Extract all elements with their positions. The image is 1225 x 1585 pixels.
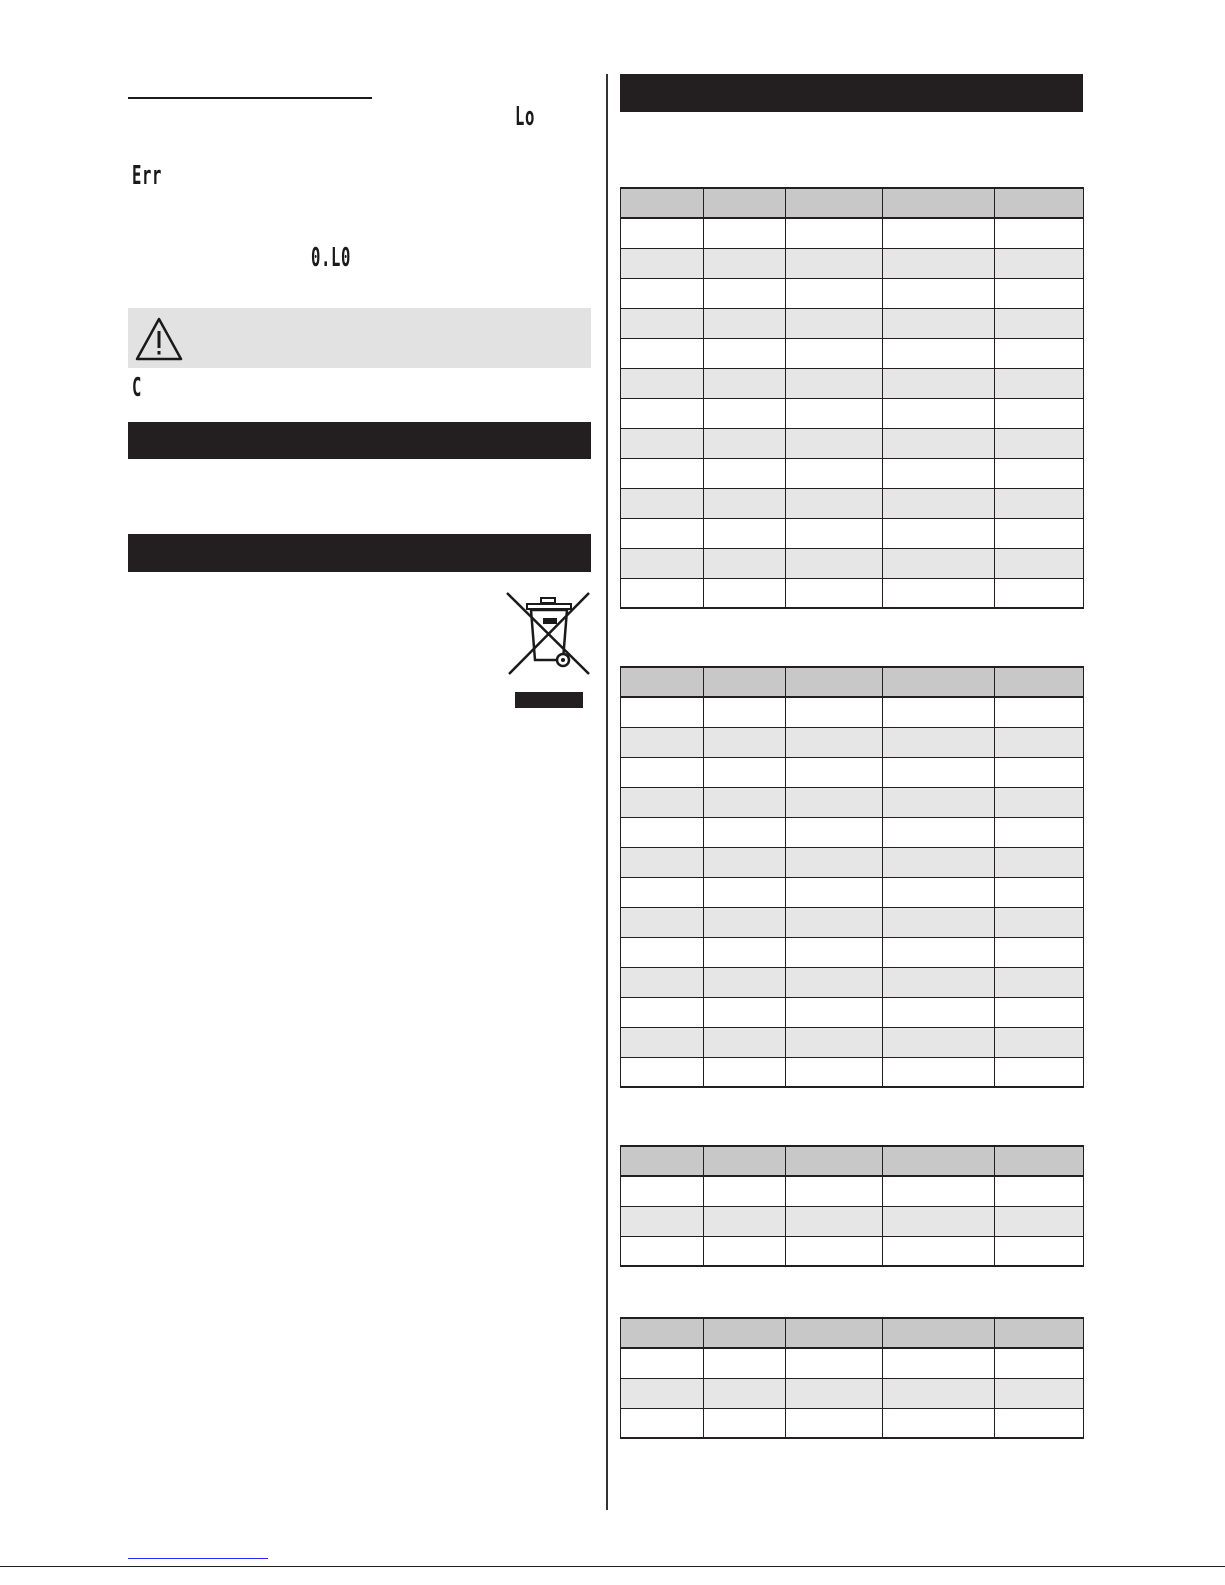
table-row — [621, 308, 1084, 338]
table-row — [621, 1057, 1084, 1087]
table-row — [621, 727, 1084, 757]
table-row — [621, 248, 1084, 278]
section-header-bar — [128, 422, 591, 459]
table-row — [621, 847, 1084, 877]
table-row — [621, 937, 1084, 967]
table-row — [621, 548, 1084, 578]
table-row — [621, 1176, 1084, 1206]
table-row — [621, 1236, 1084, 1266]
lcd-err-symbol: Err — [132, 161, 162, 191]
table-row — [621, 218, 1084, 248]
data-table-1 — [620, 187, 1084, 609]
footer-link-underline[interactable] — [128, 1558, 268, 1559]
table-row — [621, 278, 1084, 308]
table-row — [621, 907, 1084, 937]
table-row — [621, 338, 1084, 368]
table-row — [621, 1027, 1084, 1057]
table-row — [621, 967, 1084, 997]
data-table-4 — [620, 1317, 1084, 1439]
table-row — [621, 787, 1084, 817]
data-table-2 — [620, 666, 1084, 1088]
table-row — [621, 518, 1084, 548]
weee-crossed-bin-icon — [505, 588, 591, 712]
table-row — [621, 368, 1084, 398]
table-header-row — [621, 667, 1084, 697]
table-header-row — [621, 1146, 1084, 1176]
section-header-bar — [128, 534, 591, 572]
table-row — [621, 398, 1084, 428]
table-header-row — [621, 188, 1084, 218]
table-row — [621, 1408, 1084, 1438]
lcd-c-symbol: C — [132, 373, 142, 403]
lcd-lo-symbol: Lo — [515, 102, 535, 132]
lcd-olo-symbol: 0.L0 — [311, 243, 351, 273]
top-rule — [128, 97, 372, 99]
table-row — [621, 1206, 1084, 1236]
table-row — [621, 458, 1084, 488]
table-row — [621, 1348, 1084, 1378]
table-row — [621, 997, 1084, 1027]
table-row — [621, 697, 1084, 727]
warning-triangle-icon — [134, 316, 184, 362]
table-row — [621, 578, 1084, 608]
table-header-row — [621, 1318, 1084, 1348]
section-header-bar — [620, 74, 1083, 112]
table-row — [621, 757, 1084, 787]
table-row — [621, 1378, 1084, 1408]
table-row — [621, 817, 1084, 847]
warning-box — [128, 308, 591, 368]
table-row — [621, 877, 1084, 907]
table-row — [621, 428, 1084, 458]
column-divider — [606, 74, 608, 1510]
table-row — [621, 488, 1084, 518]
footer-rule — [0, 1566, 1225, 1567]
data-table-3 — [620, 1145, 1084, 1267]
